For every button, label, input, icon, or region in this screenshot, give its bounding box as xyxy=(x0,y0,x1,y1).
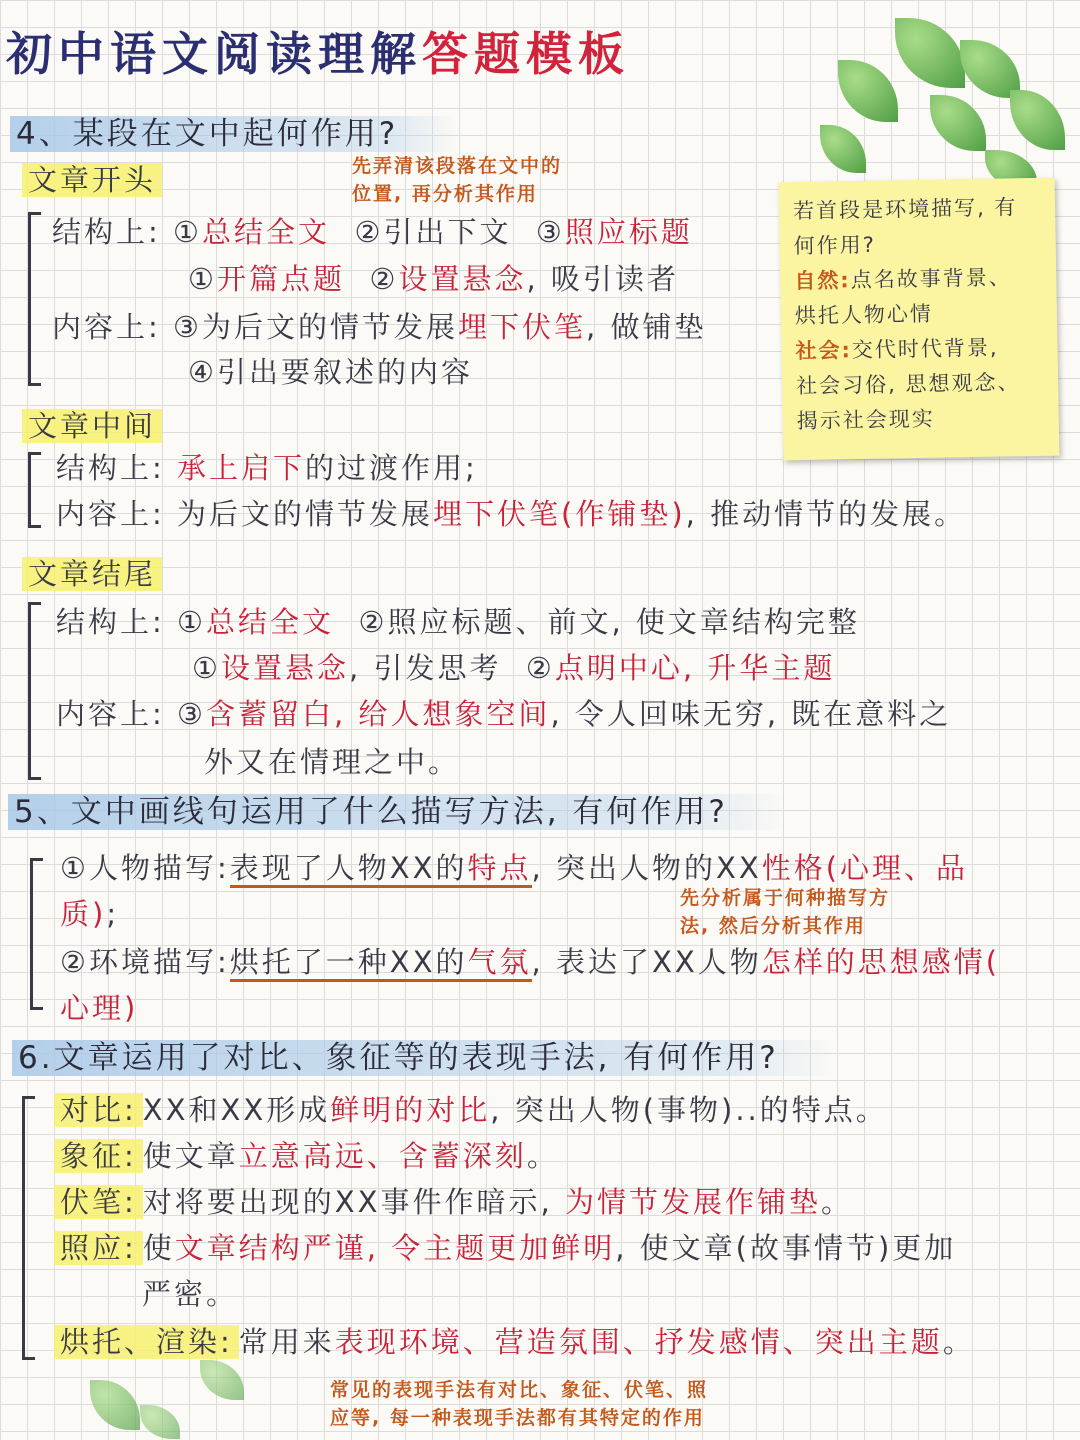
title-main: 初中语文阅读理解 xyxy=(6,27,422,81)
q5-line-1: ①人物描写:表现了人物XX的特点, 突出人物的XX性格(心理、品 xyxy=(60,846,968,887)
q6-item-echo-line2: 严密。 xyxy=(142,1277,239,1311)
q5-line-3: ②环境描写:烘托了一种XX的气氛, 表达了XX人物怎样的思想感情( xyxy=(60,940,1000,981)
q5-line-4: 心理) xyxy=(60,991,139,1025)
page-title xyxy=(6,18,630,84)
q4-heading-text: 4、某段在文中起何作用? xyxy=(10,116,458,152)
q6-heading-text: 6.文章运用了对比、象征等的表现手法, 有何作用? xyxy=(12,1040,839,1076)
q5-note: 先分析属于何种描写方 法, 然后分析其作用 xyxy=(680,887,891,937)
q6-item-set-off: 烘托、渲染: 常用来表现环境、营造氛围、抒发感情、突出主题。 xyxy=(54,1320,975,1361)
end-content-line-2: 内容上: ③含蓄留白, 给人想象空间, 令人回味无穷, 既在意料之 xyxy=(56,697,952,731)
q4-note: 先弄清该段落在文中的 位置, 再分析其作用 xyxy=(352,155,563,205)
start-content-line-1: ①开篇点题 ②设置悬念, 吸引读者 xyxy=(188,262,679,296)
q6-heading xyxy=(12,1032,839,1077)
title-highlight: 答题模板 xyxy=(422,27,630,81)
end-content-line-1: ①设置悬念, 引发思考 ②点明中心, 升华主题 xyxy=(192,651,836,685)
q6-item-foreshadowing: 伏笔: 对将要出现的XX事件作暗示, 为情节发展作铺垫。 xyxy=(54,1180,853,1221)
end-content-line-3: 外又在情理之中。 xyxy=(204,745,461,779)
bracket-middle xyxy=(28,452,41,528)
bracket-start xyxy=(28,212,41,386)
bracket-end xyxy=(28,602,41,780)
q4-heading xyxy=(10,108,458,153)
sticky-note: 若首段是环境描写, 有 何作用? 自然:点名故事背景、 烘托人物心情 社会:交代时代背景, 社会习俗, 思想观念、 揭示社会现实 xyxy=(779,178,1060,461)
bracket-q5 xyxy=(30,858,43,1010)
start-content-line-3: ④引出要叙述的内容 xyxy=(188,355,474,389)
q5-heading-text: 5、文中画线句运用了什么描写方法, 有何作用? xyxy=(8,794,788,830)
q6-note: 常见的表现手法有对比、象征、伏笔、照 应等, 每一种表现手法都有其特定的作用 xyxy=(330,1379,709,1429)
start-content-line-2: 内容上: ③为后文的情节发展埋下伏笔, 做铺垫 xyxy=(52,310,707,344)
middle-struct-line: 结构上: 承上启下的过渡作用; xyxy=(56,451,478,485)
q5-line-2: 质); xyxy=(60,897,120,931)
q6-item-echo: 照应: 使文章结构严谨, 令主题更加鲜明, 使文章(故事情节)更加 xyxy=(54,1226,956,1267)
start-struct-line: 结构上: ①总结全文 ②引出下文 ③照应标题 xyxy=(52,215,693,249)
section-label-start: 文章开头 xyxy=(22,158,162,199)
q6-item-symbolism: 象征: 使文章立意高远、含蓄深刻。 xyxy=(54,1134,559,1175)
q6-item-contrast: 对比: XX和XX形成鲜明的对比, 突出人物(事物)..的特点。 xyxy=(54,1088,888,1129)
section-label-middle: 文章中间 xyxy=(22,404,162,445)
bracket-q6 xyxy=(22,1096,35,1360)
middle-content-line: 内容上: 为后文的情节发展埋下伏笔(作铺垫), 推动情节的发展。 xyxy=(56,497,967,531)
section-label-end: 文章结尾 xyxy=(22,552,162,593)
end-struct-line: 结构上: ①总结全文 ②照应标题、前文, 使文章结构完整 xyxy=(56,605,860,639)
q5-heading xyxy=(8,786,788,831)
